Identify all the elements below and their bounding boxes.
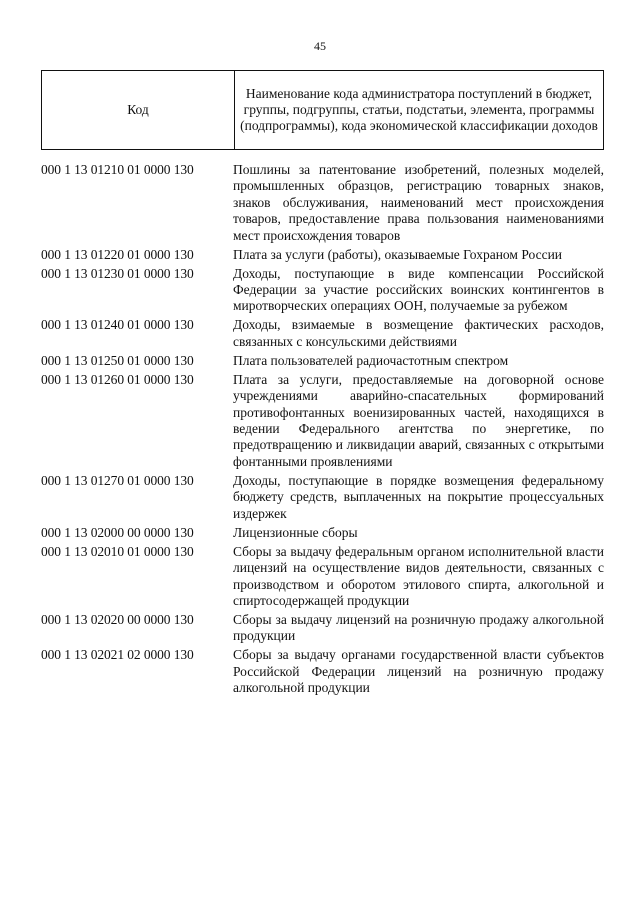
list-item [41, 162, 604, 244]
row-code: 000 1 13 01240 01 0000 130 [41, 317, 194, 333]
header-name-cell: Наименование кода администратора поступлений в бюджет, группы, подгруппы, статьи, подстатьи, элемента, программы (подпрограммы), кода экономической классификации доходов [235, 71, 604, 150]
list-item [41, 647, 604, 696]
page-number: 45 [314, 39, 326, 53]
list-item [41, 266, 604, 315]
row-code: 000 1 13 01210 01 0000 130 [41, 162, 194, 177]
header-table [41, 70, 604, 150]
row-name: Доходы, поступающие в порядке возмещения федеральному бюджету средств, выплаченных на покрытие процессуальных издержек [233, 472, 604, 521]
row-name: Пошлины за патентование изобретений, полезных моделей, промышленных образцов, регистрацию товарных знаков, знаков обслуживания, наименований мест происхождения товаров, предоставление права пользования наименованиями мест происхождения товаров [233, 162, 604, 243]
row-code: 000 1 13 02000 00 0000 130 [41, 524, 194, 540]
row-name: Доходы, взимаемые в возмещение фактических расходов, связанных с консульскими действиями [233, 317, 604, 349]
row-name: Плата за услуги (работы), оказываемые Гохраном России [233, 246, 563, 262]
row-code: 000 1 13 01220 01 0000 130 [41, 246, 194, 262]
list-item [41, 473, 604, 522]
list-item [41, 544, 604, 610]
classification-list [41, 162, 604, 699]
row-name: Плата за услуги, предоставляемые на договорной основе учреждениями аварийно-спасательных формирований противофонтанных военизированных частей, находящихся в ведении Федерального агентства по энергетике, по предотвращению и ликвидации аварий, связанных с открытыми фонтанными проявлениями [233, 371, 604, 469]
list-item [41, 317, 604, 350]
row-code: 000 1 13 02020 00 0000 130 [41, 611, 194, 627]
row-name: Сборы за выдачу лицензий на розничную продажу алкогольной продукции [233, 611, 604, 644]
row-code: 000 1 13 01230 01 0000 130 [41, 265, 194, 281]
list-item [41, 372, 604, 470]
row-code: 000 1 13 01270 01 0000 130 [41, 472, 194, 488]
row-code: 000 1 13 01260 01 0000 130 [41, 371, 194, 387]
list-item [41, 353, 604, 369]
header-row [42, 71, 604, 150]
row-code: 000 1 13 01250 01 0000 130 [41, 352, 194, 368]
row-name: Плата пользователей радиочастотным спектром [233, 352, 509, 368]
header-code-cell: Код [42, 71, 235, 150]
row-name: Сборы за выдачу органами государственной власти субъектов Российской Федерации лицензий на розничную продажу алкогольной продукции [233, 647, 604, 696]
list-item [41, 525, 604, 541]
row-name: Лицензионные сборы [233, 524, 358, 540]
row-code: 000 1 13 02010 01 0000 130 [41, 543, 194, 559]
row-code: 000 1 13 02021 02 0000 130 [41, 647, 194, 663]
list-item [41, 247, 604, 263]
row-name: Сборы за выдачу федеральным органом исполнительной власти лицензий на осуществление видов деятельности, связанных с производством и оборотом этилового спирта, алкогольной и спиртосодержащей продукции [233, 543, 604, 608]
row-name: Доходы, поступающие в виде компенсации Российской Федерации за участие российских воинских контингентов в миротворческих операциях ООН, получаемые за рубежом [233, 265, 604, 314]
list-item [41, 612, 604, 645]
